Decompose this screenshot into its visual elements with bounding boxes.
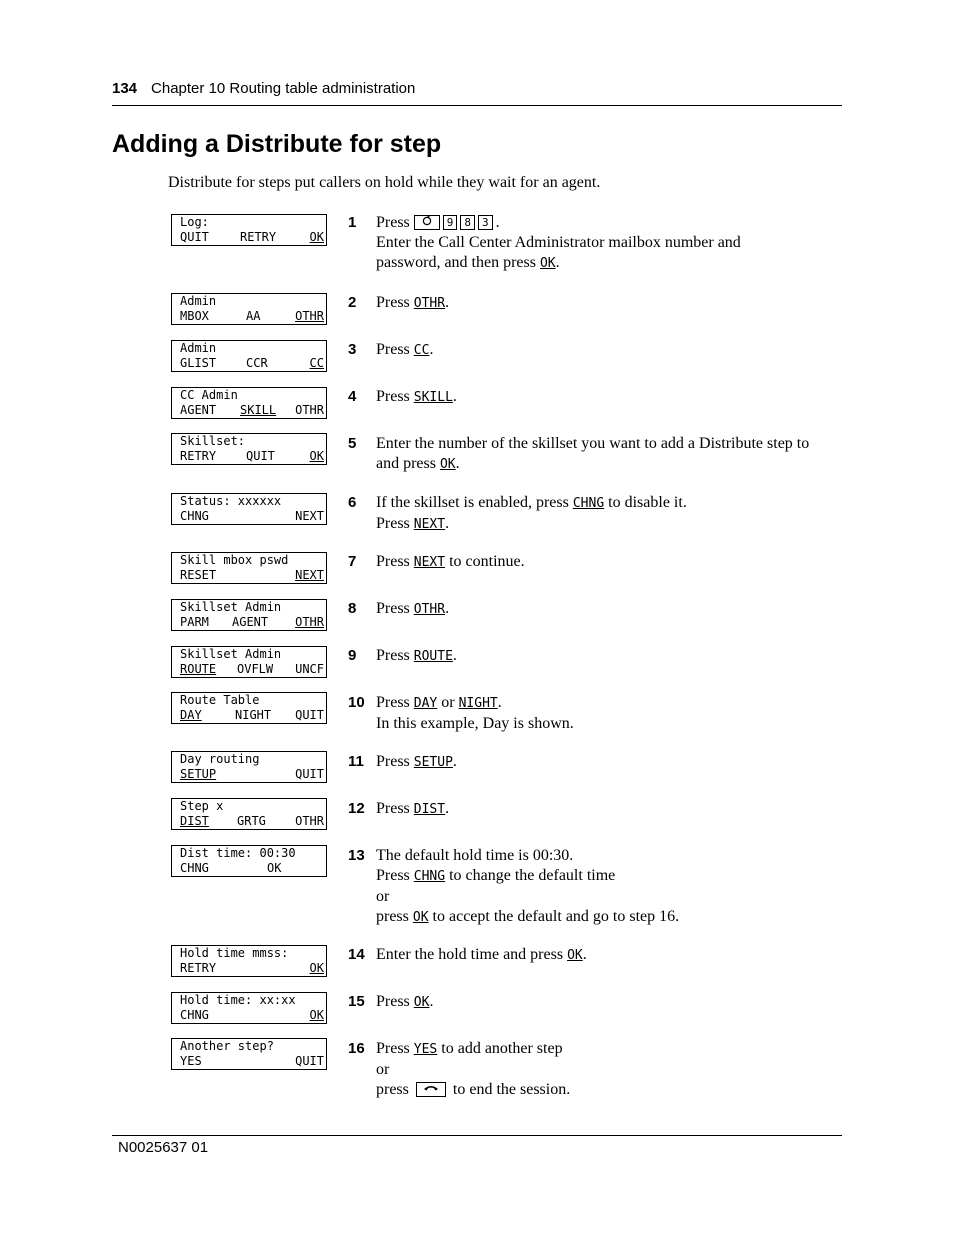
display-line: Hold time mmss: — [180, 946, 289, 960]
softkey-ref: NIGHT — [458, 696, 498, 711]
display-line: Step x — [180, 799, 224, 813]
step-text: Press — [376, 388, 414, 405]
display-skillset-admin — [171, 599, 327, 631]
softkey-skill: SKILL — [240, 403, 277, 417]
step-text: . — [452, 753, 457, 770]
display-line: Dist time: 00:30 — [180, 846, 296, 860]
step-number: 16 — [348, 1040, 365, 1057]
step-text: or — [376, 1061, 390, 1078]
step-number: 11 — [348, 753, 364, 770]
step-text: Press — [376, 1040, 414, 1057]
softkey-ref: OK — [412, 910, 429, 925]
display-line: Status: xxxxxx — [180, 494, 282, 508]
softkey-ok: OK — [267, 861, 282, 875]
step-text-7 — [376, 552, 846, 573]
softkey-ovflw: OVFLW — [237, 662, 274, 676]
softkey-othr: OTHR — [295, 309, 324, 323]
softkey-ref: CC — [413, 343, 430, 358]
softkey-retry: RETRY — [180, 961, 217, 975]
softkey-cc: CC — [309, 356, 324, 370]
softkey-day: DAY — [180, 708, 202, 722]
step-text: Press — [376, 294, 414, 311]
softkey-setup: SETUP — [180, 767, 217, 781]
softkey-glist: GLIST — [180, 356, 217, 370]
softkey-yes: YES — [180, 1054, 202, 1068]
step-text: Press — [376, 993, 414, 1010]
footer-rule — [112, 1135, 842, 1136]
softkey-quit: QUIT — [180, 230, 209, 244]
step-number: 3 — [348, 341, 357, 358]
softkey-retry: RETRY — [180, 449, 217, 463]
step-text-4 — [376, 387, 846, 408]
display-dist-time — [171, 845, 327, 877]
softkey-next: NEXT — [295, 568, 324, 582]
step-text: Press — [376, 341, 414, 358]
softkey-quit: QUIT — [295, 767, 324, 781]
step-text: Press — [376, 753, 414, 770]
softkey-ref: CHNG — [572, 496, 605, 511]
display-line: Day routing — [180, 752, 260, 766]
display-line: Skillset: — [180, 434, 246, 448]
step-number: 5 — [348, 435, 357, 452]
step-number: 9 — [348, 647, 357, 664]
step-text: Press — [376, 647, 414, 664]
display-day-routing — [171, 751, 327, 783]
display-admin — [171, 293, 327, 325]
step-text: to accept the default and go to step 16. — [428, 908, 680, 925]
page-title: Adding a Distribute for step — [112, 130, 442, 158]
step-text-16 — [376, 1039, 846, 1100]
softkey-ref: SETUP — [413, 755, 453, 770]
release-key-icon — [416, 1082, 446, 1097]
display-line: Admin — [180, 341, 217, 355]
step-number: 12 — [348, 800, 365, 817]
softkey-ref: OK — [413, 995, 430, 1010]
step-text-11 — [376, 752, 846, 773]
step-text: . — [452, 647, 457, 664]
softkey-ref: ROUTE — [413, 649, 453, 664]
step-number: 1 — [348, 214, 357, 231]
step-number: 13 — [348, 847, 365, 864]
display-hold-time — [171, 945, 327, 977]
step-number: 2 — [348, 294, 357, 311]
step-text: to end the session. — [448, 1081, 571, 1098]
dialpad-key: 8 — [460, 215, 475, 230]
step-number: 15 — [348, 993, 365, 1010]
step-text-6 — [376, 493, 846, 535]
step-text: . — [429, 341, 434, 358]
step-text: Enter the Call Center Administrator mailbox number and — [376, 234, 741, 251]
step-text: The default hold time is 00:30. — [376, 847, 574, 864]
step-text: password, and then press — [376, 254, 536, 271]
display-line: Another step? — [180, 1039, 274, 1053]
step-text: or — [376, 888, 390, 905]
display-route-table — [171, 692, 327, 724]
display-line: Skillset Admin — [180, 647, 282, 661]
display-skillset-admin-2 — [171, 646, 327, 678]
display-line: Route Table — [180, 693, 260, 707]
softkey-ref: CHNG — [413, 869, 446, 884]
dialpad-key: 9 — [443, 215, 458, 230]
softkey-ccr: CCR — [246, 356, 268, 370]
softkey-chng: CHNG — [180, 509, 209, 523]
step-text: . — [452, 388, 457, 405]
softkey-dist: DIST — [180, 814, 209, 828]
step-text-13 — [376, 846, 846, 928]
step-text: Press — [376, 600, 414, 617]
step-text-2 — [376, 293, 846, 314]
softkey-retry: RETRY — [240, 230, 277, 244]
step-text: to add another step — [437, 1040, 563, 1057]
intro-paragraph: Distribute for steps put callers on hold while they wait for an agent. — [168, 174, 601, 191]
display-line: Skillset Admin — [180, 600, 282, 614]
step-text-1: Press 9 8 3 . Enter the Call Center Administrator mailbox number and password, and then press OK. — [376, 213, 846, 274]
softkey-quit: QUIT — [295, 708, 324, 722]
softkey-ref: DAY — [413, 696, 438, 711]
display-log — [171, 214, 327, 246]
softkey-reset: RESET — [180, 568, 217, 582]
display-hold-time-2 — [171, 992, 327, 1024]
softkey-night: NIGHT — [235, 708, 272, 722]
step-text: Enter the number of the skillset you want to add a Distribute step to — [376, 435, 810, 452]
step-text: press — [376, 908, 413, 925]
step-number: 10 — [348, 694, 365, 711]
softkey-uncf: UNCF — [295, 662, 324, 676]
softkey-chng: CHNG — [180, 1008, 209, 1022]
step-text: Press — [376, 800, 414, 817]
display-admin-2 — [171, 340, 327, 372]
step-text: . — [445, 600, 450, 617]
step-text: . — [429, 993, 434, 1010]
softkey-agent: AGENT — [232, 615, 269, 629]
softkey-grtg: GRTG — [237, 814, 266, 828]
step-text: . — [445, 800, 450, 817]
step-text-8 — [376, 599, 846, 620]
step-text: In this example, Day is shown. — [376, 715, 574, 732]
dialpad-key: 3 — [478, 215, 493, 230]
step-text-9 — [376, 646, 846, 667]
step-text: Press — [376, 694, 414, 711]
step-number: 8 — [348, 600, 357, 617]
step-text: Enter the hold time and press — [376, 946, 568, 963]
step-number: 14 — [348, 946, 365, 963]
softkey-ref: OK — [439, 457, 456, 472]
step-text: Press — [376, 867, 414, 884]
chapter-title: Chapter 10 Routing table administration — [151, 80, 416, 97]
softkey-ref: DIST — [413, 802, 446, 817]
display-status — [171, 493, 327, 525]
softkey-quit: QUIT — [246, 449, 275, 463]
step-text: Press — [376, 515, 414, 532]
step-text-14 — [376, 945, 846, 966]
display-skill-mbox — [171, 552, 327, 584]
display-line: Skill mbox pswd — [180, 553, 289, 567]
softkey-aa: AA — [246, 309, 261, 323]
softkey-ref: OTHR — [413, 602, 446, 617]
step-number: 6 — [348, 494, 357, 511]
step-number: 7 — [348, 553, 357, 570]
softkey-ref: OK — [539, 256, 556, 271]
step-text: Press — [376, 214, 410, 231]
display-line: CC Admin — [180, 388, 238, 402]
display-step — [171, 798, 327, 830]
page-number: 134 — [112, 80, 138, 97]
display-cc-admin — [171, 387, 327, 419]
softkey-ok: OK — [309, 230, 324, 244]
softkey-othr: OTHR — [295, 403, 324, 417]
softkey-ref: OK — [567, 948, 583, 963]
softkey-mbox: MBOX — [180, 309, 209, 323]
step-text: or — [437, 694, 459, 711]
softkey-next: NEXT — [295, 509, 324, 523]
softkey-ref: OTHR — [413, 296, 446, 311]
step-text: . — [445, 294, 450, 311]
step-text: . — [455, 455, 460, 472]
display-line: Hold time: xx:xx — [180, 993, 296, 1007]
softkey-ref: SKILL — [413, 390, 453, 405]
display-another-step — [171, 1038, 327, 1070]
display-line: Log: — [180, 215, 209, 229]
step-text-3 — [376, 340, 846, 361]
softkey-ok: OK — [309, 449, 324, 463]
display-line: Admin — [180, 294, 217, 308]
step-text: . — [445, 515, 450, 532]
softkey-route: ROUTE — [180, 662, 217, 676]
step-text: and press — [376, 455, 440, 472]
softkey-quit: QUIT — [295, 1054, 324, 1068]
step-text-5 — [376, 434, 846, 475]
step-text-15 — [376, 992, 846, 1013]
softkey-ref: NEXT — [413, 517, 446, 532]
step-text: to disable it. — [604, 494, 687, 511]
step-text: press — [376, 1081, 413, 1098]
step-text: to continue. — [445, 553, 525, 570]
step-text-12 — [376, 799, 846, 820]
display-skillset — [171, 433, 327, 465]
softkey-ref: NEXT — [413, 555, 446, 570]
step-text-10 — [376, 693, 846, 734]
step-text: . — [497, 694, 502, 711]
step-text: to change the default time — [445, 867, 616, 884]
document-number: N0025637 01 — [118, 1139, 209, 1156]
running-header — [112, 80, 415, 97]
softkey-ref: YES — [413, 1042, 438, 1057]
step-text: Press — [376, 553, 414, 570]
step-text: If the skillset is enabled, press — [376, 494, 573, 511]
softkey-othr: OTHR — [295, 615, 324, 629]
softkey-othr: OTHR — [295, 814, 324, 828]
step-text: . — [582, 946, 587, 963]
softkey-parm: PARM — [180, 615, 209, 629]
softkey-ok: OK — [309, 961, 324, 975]
header-rule — [112, 105, 842, 106]
softkey-ok: OK — [309, 1008, 324, 1022]
step-number: 4 — [348, 388, 357, 405]
softkey-agent: AGENT — [180, 403, 217, 417]
feature-key-icon — [414, 215, 440, 230]
softkey-chng: CHNG — [180, 861, 209, 875]
